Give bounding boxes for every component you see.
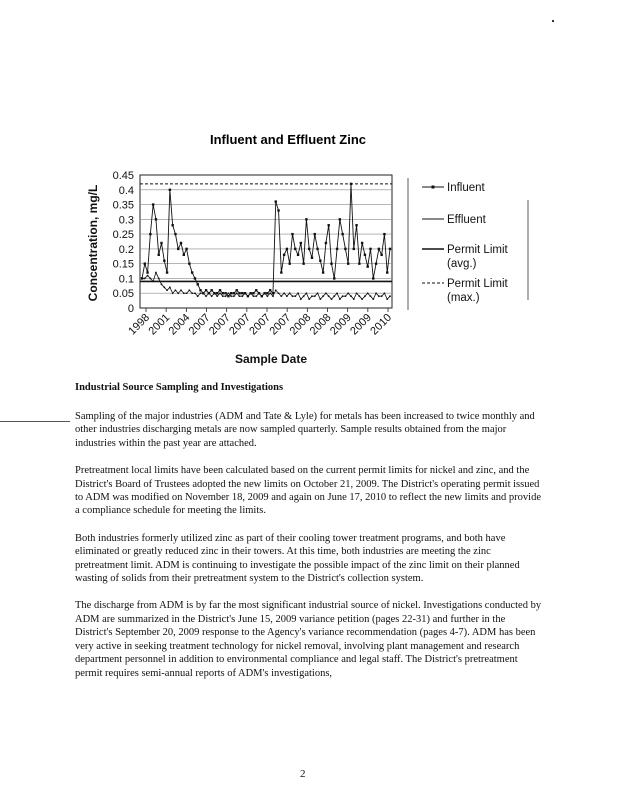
influent-point (185, 248, 187, 250)
influent-point (277, 209, 279, 211)
effluent-point (211, 295, 213, 297)
effluent-point (311, 295, 313, 297)
effluent-point (188, 289, 190, 291)
x-axis-label: Sample Date (234, 352, 308, 366)
influent-line (142, 184, 390, 296)
influent-point (361, 242, 363, 244)
effluent-point (272, 295, 274, 297)
influent-point (364, 254, 366, 256)
effluent-point (177, 292, 179, 294)
x-tick-label: 2009 (348, 311, 374, 338)
effluent-point (356, 292, 358, 294)
effluent-point (286, 295, 288, 297)
influent-point (350, 183, 352, 185)
y-tick-label: 0.2 (118, 243, 134, 256)
influent-point (230, 292, 232, 294)
influent-point (339, 218, 341, 220)
effluent-point (300, 298, 302, 300)
influent-point (386, 271, 388, 273)
influent-point (166, 271, 168, 273)
effluent-point (370, 295, 372, 297)
effluent-point (169, 286, 171, 288)
effluent-point (325, 292, 327, 294)
x-tick-label: 2008 (287, 311, 314, 338)
influent-point (191, 271, 193, 273)
influent-point (367, 265, 369, 267)
influent-point (286, 248, 288, 250)
influent-point (266, 292, 268, 294)
influent-point (341, 233, 343, 235)
y-tick-label: 0.3 (118, 214, 134, 227)
effluent-point (306, 292, 308, 294)
effluent-point (283, 292, 285, 294)
influent-point (241, 292, 243, 294)
effluent-point (202, 292, 204, 294)
paragraph-3: Both industries formerly utilized zinc as part of their cooling tower treatment programs, and both have eliminated or greatly reduced zinc in their towers. At this time, both industries are meeting the zinc pretreatment limit. ADM is continuing to investigate the possible impact of the zinc limit on their planned wasting of solids from their pretreatment system to the District's collection system. (75, 532, 520, 585)
effluent-point (191, 292, 193, 294)
effluent-point (205, 295, 207, 297)
effluent-point (361, 298, 363, 300)
influent-point (158, 254, 160, 256)
influent-point (180, 242, 182, 244)
influent-point (297, 254, 299, 256)
effluent-point (214, 292, 216, 294)
influent-point (302, 262, 304, 264)
effluent-point (233, 295, 235, 297)
y-tick-label: 0 (127, 303, 134, 315)
influent-point (344, 248, 346, 250)
page-number: 2 (300, 768, 306, 780)
y-tick-label: 0.25 (112, 229, 134, 242)
influent-point (224, 292, 226, 294)
influent-point (347, 262, 349, 264)
effluent-point (258, 292, 260, 294)
influent-point (291, 233, 293, 235)
effluent-point (333, 295, 335, 297)
influent-point (269, 289, 271, 291)
effluent-point (216, 295, 218, 297)
effluent-point (264, 292, 266, 294)
effluent-point (372, 298, 374, 300)
y-axis-ticks (113, 170, 134, 315)
x-tick-label: 1998 (126, 311, 153, 338)
effluent-point (227, 292, 229, 294)
influent-point (305, 218, 307, 220)
x-tick-label: 2010 (368, 311, 395, 338)
effluent-point (180, 289, 182, 291)
influent-point (294, 248, 296, 250)
effluent-point (197, 295, 199, 297)
effluent-point (239, 295, 241, 297)
effluent-point (194, 292, 196, 294)
legend-marker (432, 186, 435, 189)
effluent-point (389, 295, 391, 297)
x-tick-label: 2007 (206, 311, 233, 338)
effluent-point (280, 295, 282, 297)
influent-point (325, 242, 327, 244)
effluent-point (319, 298, 321, 300)
influent-point (149, 233, 151, 235)
effluent-point (331, 298, 333, 300)
effluent-point (147, 275, 149, 277)
influent-point (322, 271, 324, 273)
x-tick-label: 2001 (146, 311, 173, 338)
influent-point (330, 262, 332, 264)
effluent-point (261, 295, 263, 297)
effluent-point (384, 292, 386, 294)
effluent-point (172, 292, 174, 294)
y-tick-label: 0.4 (118, 184, 134, 197)
effluent-point (317, 292, 319, 294)
x-tick-label: 2007 (267, 311, 294, 338)
paragraph-1: Sampling of the major industries (ADM and Tate & Lyle) for metals has been increased to twice monthly and other industries discharging metals are now sampled quarterly. Sample results obtained from the major industries within the past year are attached. (75, 411, 535, 449)
legend-label: Influent (447, 182, 485, 194)
scan-speck (552, 20, 554, 22)
zinc-chart (80, 120, 550, 370)
effluent-point (367, 292, 369, 294)
influent-point (389, 248, 391, 250)
effluent-point (375, 292, 377, 294)
influent-point (216, 292, 218, 294)
legend-label: Permit Limit (avg.) (447, 244, 508, 270)
influent-point (372, 277, 374, 279)
effluent-point (158, 278, 160, 280)
effluent-point (183, 292, 185, 294)
x-axis-ticks (126, 308, 394, 337)
chart-title: Influent and Effluent Zinc (210, 132, 366, 147)
effluent-point (175, 289, 177, 291)
paragraph-2: Pretreatment local limits have been calculated based on the current permit limits for nickel and zinc, and the District's Board of Trustees adopted the new limits on October 21, 2009. The District's operating permit issued to ADM was modified on November 18, 2009 and again on June 17, 2010 to reflect the new limits and provide a compliance schedule for meeting the limits. (75, 465, 541, 517)
influent-point (233, 292, 235, 294)
influent-point (358, 262, 360, 264)
margin-mark (0, 421, 70, 422)
effluent-point (292, 295, 294, 297)
effluent-point (308, 298, 310, 300)
influent-point (197, 283, 199, 285)
effluent-point (244, 292, 246, 294)
plot-area (140, 175, 392, 308)
influent-point (199, 289, 201, 291)
x-tick-label: 2009 (327, 311, 354, 338)
effluent-point (353, 298, 355, 300)
legend-label: Permit Limit (max.) (447, 278, 508, 304)
influent-point (252, 292, 254, 294)
influent-point (255, 289, 257, 291)
x-tick-label: 2007 (186, 311, 213, 338)
influent-point (174, 233, 176, 235)
y-tick-label: 0.45 (112, 170, 134, 182)
effluent-point (269, 292, 271, 294)
influent-point (222, 292, 224, 294)
effluent-point (294, 295, 296, 297)
influent-point (169, 189, 171, 191)
effluent-point (358, 295, 360, 297)
influent-point (308, 248, 310, 250)
influent-point (383, 233, 385, 235)
influent-point (177, 248, 179, 250)
influent-point (355, 224, 357, 226)
effluent-point (381, 295, 383, 297)
influent-point (336, 248, 338, 250)
paragraph-4: The discharge from ADM is by far the most significant industrial source of nickel. Investigations conducted by ADM are summarized in the District's June 15, 2009 variance petition (pages 22-31) and further in the District's September 20, 2009 response to the Agency's variance recommendation (pages 4-7). ADM has been very active in seeking treatment technology for nickel removal, involving plant management and research department personnel in addition to environmental compliance and legal staff. The District's pretreatment permit requires semi-annual reports of ADM's investigations, (75, 600, 542, 679)
influent-point (188, 262, 190, 264)
effluent-point (144, 278, 146, 280)
y-tick-label: 0.35 (112, 199, 134, 212)
influent-point (183, 254, 185, 256)
influent-point (205, 289, 207, 291)
influent-point (353, 248, 355, 250)
effluent-point (378, 295, 380, 297)
influent-point (152, 203, 154, 205)
legend-label: Effluent (447, 214, 486, 226)
x-tick-label: 2004 (166, 311, 193, 338)
influent-point (314, 233, 316, 235)
effluent-point (161, 283, 163, 285)
influent-point (380, 254, 382, 256)
influent-point (194, 277, 196, 279)
influent-point (327, 224, 329, 226)
effluent-point (219, 292, 221, 294)
section-heading: Industrial Source Sampling and Investigations (75, 382, 284, 393)
influent-point (311, 257, 313, 259)
effluent-point (163, 286, 165, 288)
influent-point (238, 292, 240, 294)
effluent-point (386, 298, 388, 300)
legend (408, 178, 528, 310)
effluent-line (142, 273, 390, 300)
effluent-point (336, 292, 338, 294)
effluent-point (222, 295, 224, 297)
effluent-point (250, 292, 252, 294)
influent-point (375, 262, 377, 264)
effluent-point (166, 289, 168, 291)
effluent-point (342, 295, 344, 297)
influent-point (283, 254, 285, 256)
effluent-point (364, 295, 366, 297)
influent-point (333, 277, 335, 279)
influent-point (316, 248, 318, 250)
effluent-point (345, 295, 347, 297)
effluent-point (322, 295, 324, 297)
effluent-point (186, 292, 188, 294)
effluent-point (339, 298, 341, 300)
effluent-point (149, 278, 151, 280)
y-tick-label: 0.15 (112, 258, 134, 271)
influent-point (163, 260, 165, 262)
x-tick-label: 2008 (307, 311, 334, 338)
effluent-point (278, 292, 280, 294)
effluent-point (289, 292, 291, 294)
effluent-point (208, 292, 210, 294)
influent-point (275, 200, 277, 202)
body-text (75, 410, 545, 680)
influent-point (378, 248, 380, 250)
effluent-point (141, 278, 143, 280)
x-tick-label: 2007 (227, 311, 253, 338)
x-tick-label: 2007 (247, 311, 274, 338)
influent-point (288, 262, 290, 264)
effluent-point (152, 281, 154, 283)
effluent-point (297, 292, 299, 294)
effluent-point (275, 289, 277, 291)
y-tick-label: 0.1 (118, 273, 134, 286)
influent-point (236, 289, 238, 291)
effluent-point (303, 295, 305, 297)
effluent-point (247, 295, 249, 297)
y-tick-label: 0.05 (112, 288, 134, 301)
effluent-point (350, 295, 352, 297)
influent-point (146, 271, 148, 273)
effluent-point (255, 295, 257, 297)
effluent-point (328, 295, 330, 297)
effluent-point (253, 295, 255, 297)
effluent-point (236, 292, 238, 294)
influent-point (319, 260, 321, 262)
influent-point (210, 289, 212, 291)
effluent-point (347, 292, 349, 294)
influent-point (171, 224, 173, 226)
effluent-point (241, 295, 243, 297)
effluent-point (155, 272, 157, 274)
effluent-point (200, 292, 202, 294)
influent-point (300, 242, 302, 244)
influent-point (369, 248, 371, 250)
influent-point (280, 271, 282, 273)
influent-point (160, 242, 162, 244)
influent-point (227, 295, 229, 297)
influent-point (155, 218, 157, 220)
influent-point (144, 262, 146, 264)
influent-point (219, 289, 221, 291)
y-axis-label: Concentration, mg/L (86, 184, 100, 302)
effluent-point (314, 295, 316, 297)
effluent-point (230, 295, 232, 297)
effluent-point (266, 295, 268, 297)
effluent-point (225, 295, 227, 297)
